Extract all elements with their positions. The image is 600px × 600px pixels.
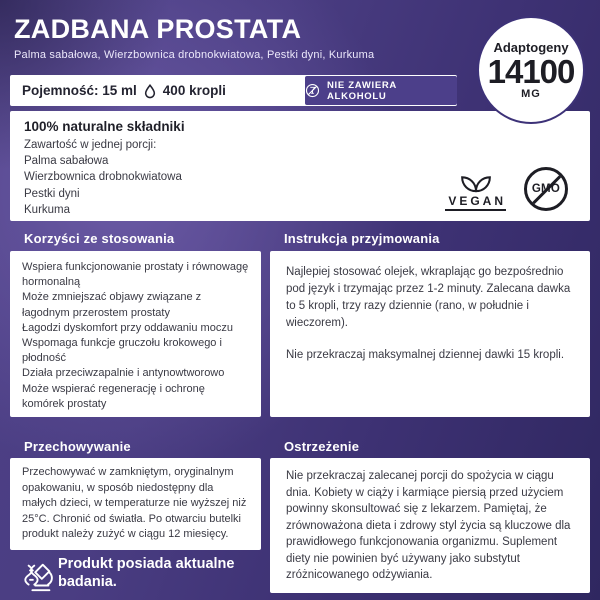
no-alcohol-label: NIE ZAWIERA ALKOHOLU bbox=[327, 79, 397, 102]
storage-text: Przechowywać w zamkniętym, oryginalnym opakowaniu, w sposób niedostępny dla małych dzieci, w temperaturze nie wyższej niż 25°C. Chronić od światła. Po otwarciu butelki produkt należy zużyć w ciągu 12 miesięcy. bbox=[22, 466, 247, 540]
storage-panel bbox=[10, 458, 261, 550]
vegan-badge bbox=[445, 169, 506, 211]
warning-text: Nie przekraczaj zalecanej porcji do spożycia w ciągu dnia. Kobiety w ciąży i karmiące piersią przed użyciem powinny skonsultować się z lekarzem. Pamiętaj, że zrównoważona dieta i zdrowy styl życia są kluczowe dla prawidłowego funkcjonowania organizmu. Suplement diety nie powinien być używany jako substytut zróżnicowanego odżywiania. bbox=[286, 470, 571, 581]
badge-unit: MG bbox=[521, 88, 541, 101]
benefit-item: Może wspierać regenerację i ochronę komórek prostaty bbox=[22, 382, 205, 410]
storage-section-title: Przechowywanie bbox=[24, 439, 131, 454]
ingredient-item: Pestki dyni bbox=[24, 187, 80, 200]
drops-label: 400 kropli bbox=[162, 83, 226, 98]
warning-panel bbox=[270, 458, 590, 593]
benefits-section-title: Korzyści ze stosowania bbox=[24, 231, 175, 246]
ingredients-title: 100% naturalne składniki bbox=[24, 119, 185, 134]
no-alcohol-badge bbox=[305, 76, 457, 105]
vegan-leaves-icon bbox=[456, 169, 496, 193]
benefits-panel bbox=[10, 251, 261, 417]
benefit-item: Działa przeciwzapalnie i antynowtworowo bbox=[22, 367, 225, 380]
instructions-paragraph: Nie przekraczaj maksymalnej dziennej dawki 15 kropli. bbox=[286, 349, 565, 361]
badge-value: 14100 bbox=[487, 52, 575, 90]
ingredient-item: Wierzbownica drobnokwiatowa bbox=[24, 171, 182, 184]
no-alcohol-icon bbox=[305, 83, 320, 98]
gmo-label: GMO bbox=[531, 183, 561, 195]
volume-label: Pojemność: 15 ml bbox=[22, 83, 137, 98]
instructions-paragraph: Najlepiej stosować olejek, wkraplając go bezpośrednio pod język i trzymając przez 1-2 minuty. Zalecana dawka to 5 kropli, trzy razy dziennie (rano, w południe i wieczorem). bbox=[286, 266, 571, 329]
benefit-item: Wspiera funkcjonowanie prostaty i równowagę hormonalną bbox=[22, 261, 249, 289]
instructions-section-title: Instrukcja przyjmowania bbox=[284, 231, 440, 246]
footer-claim: Produkt posiada aktualne badania. bbox=[58, 556, 235, 590]
certification-badges bbox=[445, 167, 568, 211]
benefit-item: Wspomaga funkcje gruczołu krokowego i płodność bbox=[22, 337, 222, 365]
ingredients-panel bbox=[10, 111, 590, 221]
adaptogens-badge bbox=[477, 16, 585, 124]
warning-section-title: Ostrzeżenie bbox=[284, 439, 360, 454]
ingredients-subtitle: Zawartość w jednej porcji: bbox=[24, 139, 157, 151]
microscope-icon bbox=[22, 559, 56, 595]
page-title: ZADBANA PROSTATA bbox=[14, 14, 302, 44]
ingredient-item: Palma sabałowa bbox=[24, 155, 109, 168]
droplet-icon bbox=[144, 83, 156, 99]
badge-label: Adaptogeny bbox=[493, 39, 569, 55]
ingredient-item: Kurkuma bbox=[24, 203, 71, 216]
instructions-panel bbox=[270, 251, 590, 417]
benefit-item: Może zmniejszać objawy związane z łagodnym przerostem prostaty bbox=[22, 291, 202, 319]
no-gmo-icon bbox=[524, 167, 568, 211]
benefit-item: Łagodzi dyskomfort przy oddawaniu moczu bbox=[22, 321, 233, 334]
vegan-label: VEGAN bbox=[445, 194, 506, 211]
header-subtitle: Palma sabałowa, Wierzbownica drobnokwiatowa, Pestki dyni, Kurkuma bbox=[14, 49, 375, 61]
